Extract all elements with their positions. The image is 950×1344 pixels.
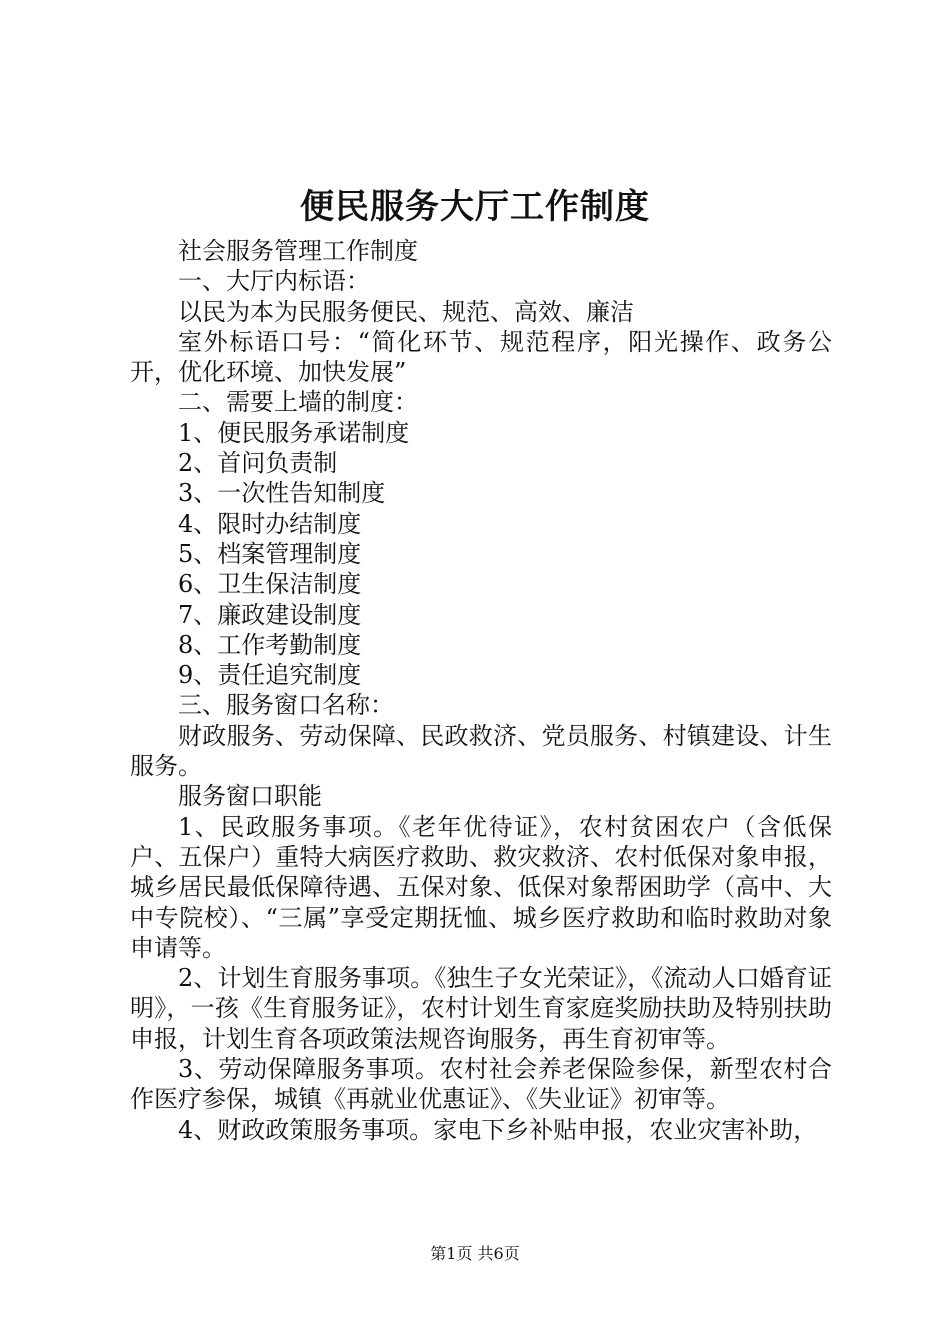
paragraph: 1、便民服务承诺制度 xyxy=(178,418,410,447)
paragraph: 以民为本为民服务便民、规范、高效、廉洁 xyxy=(178,297,634,326)
paragraph: 7、廉政建设制度 xyxy=(178,600,362,629)
paragraph: 社会服务管理工作制度 xyxy=(178,237,418,265)
paragraph: 服务窗口职能 xyxy=(178,782,322,811)
paragraph: 4、财政政策服务事项。家电下乡补贴申报，农业灾害补助， xyxy=(178,1115,818,1144)
page-footer: 第1页 共6页 xyxy=(430,1244,520,1263)
paragraph: 二、需要上墙的制度： xyxy=(178,388,418,417)
paragraph: 三、服务窗口名称： xyxy=(178,691,394,720)
paragraph: 6、卫生保洁制度 xyxy=(178,570,362,599)
paragraph: 4、限时办结制度 xyxy=(178,509,362,538)
paragraph: 1、民政服务事项。《老年优待证》，农村贫困农户（含低保户、五保户）重特大病医疗救助、救灾救济、农村低保对象申报，城乡居民最低保障待遇、五保对象、低保对象帮困助学（高中、大中专院校）、“三属”享受定期抚恤、城乡医疗救助和临时救助对象申请等。 xyxy=(130,812,832,962)
paragraph: 室外标语口号：“简化环节、规范程序，阳光操作、政务公开，优化环境、加快发展” xyxy=(130,327,832,387)
paragraph: 3、一次性告知制度 xyxy=(178,479,386,508)
paragraph: 2、首问负责制 xyxy=(178,449,338,478)
paragraph: 3、劳动保障服务事项。农村社会养老保险参保，新型农村合作医疗参保，城镇《再就业优惠证》、《失业证》初审等。 xyxy=(130,1055,832,1114)
paragraph: 5、档案管理制度 xyxy=(178,539,362,568)
paragraph: 8、工作考勤制度 xyxy=(178,630,362,659)
document-body xyxy=(130,236,832,1145)
paragraph: 2、计划生育服务事项。《独生子女光荣证》，《流动人口婚育证明》，一孩《生育服务证》，农村计划生育家庭奖励扶助及特别扶助申报，计划生育各项政策法规咨询服务，再生育初审等。 xyxy=(130,964,832,1053)
document-title: 便民服务大厅工作制度 xyxy=(300,187,650,227)
paragraph: 一、大厅内标语： xyxy=(178,267,370,296)
paragraph: 9、责任追究制度 xyxy=(178,661,362,690)
paragraph: 财政服务、劳动保障、民政救济、党员服务、村镇建设、计生服务。 xyxy=(130,721,832,781)
